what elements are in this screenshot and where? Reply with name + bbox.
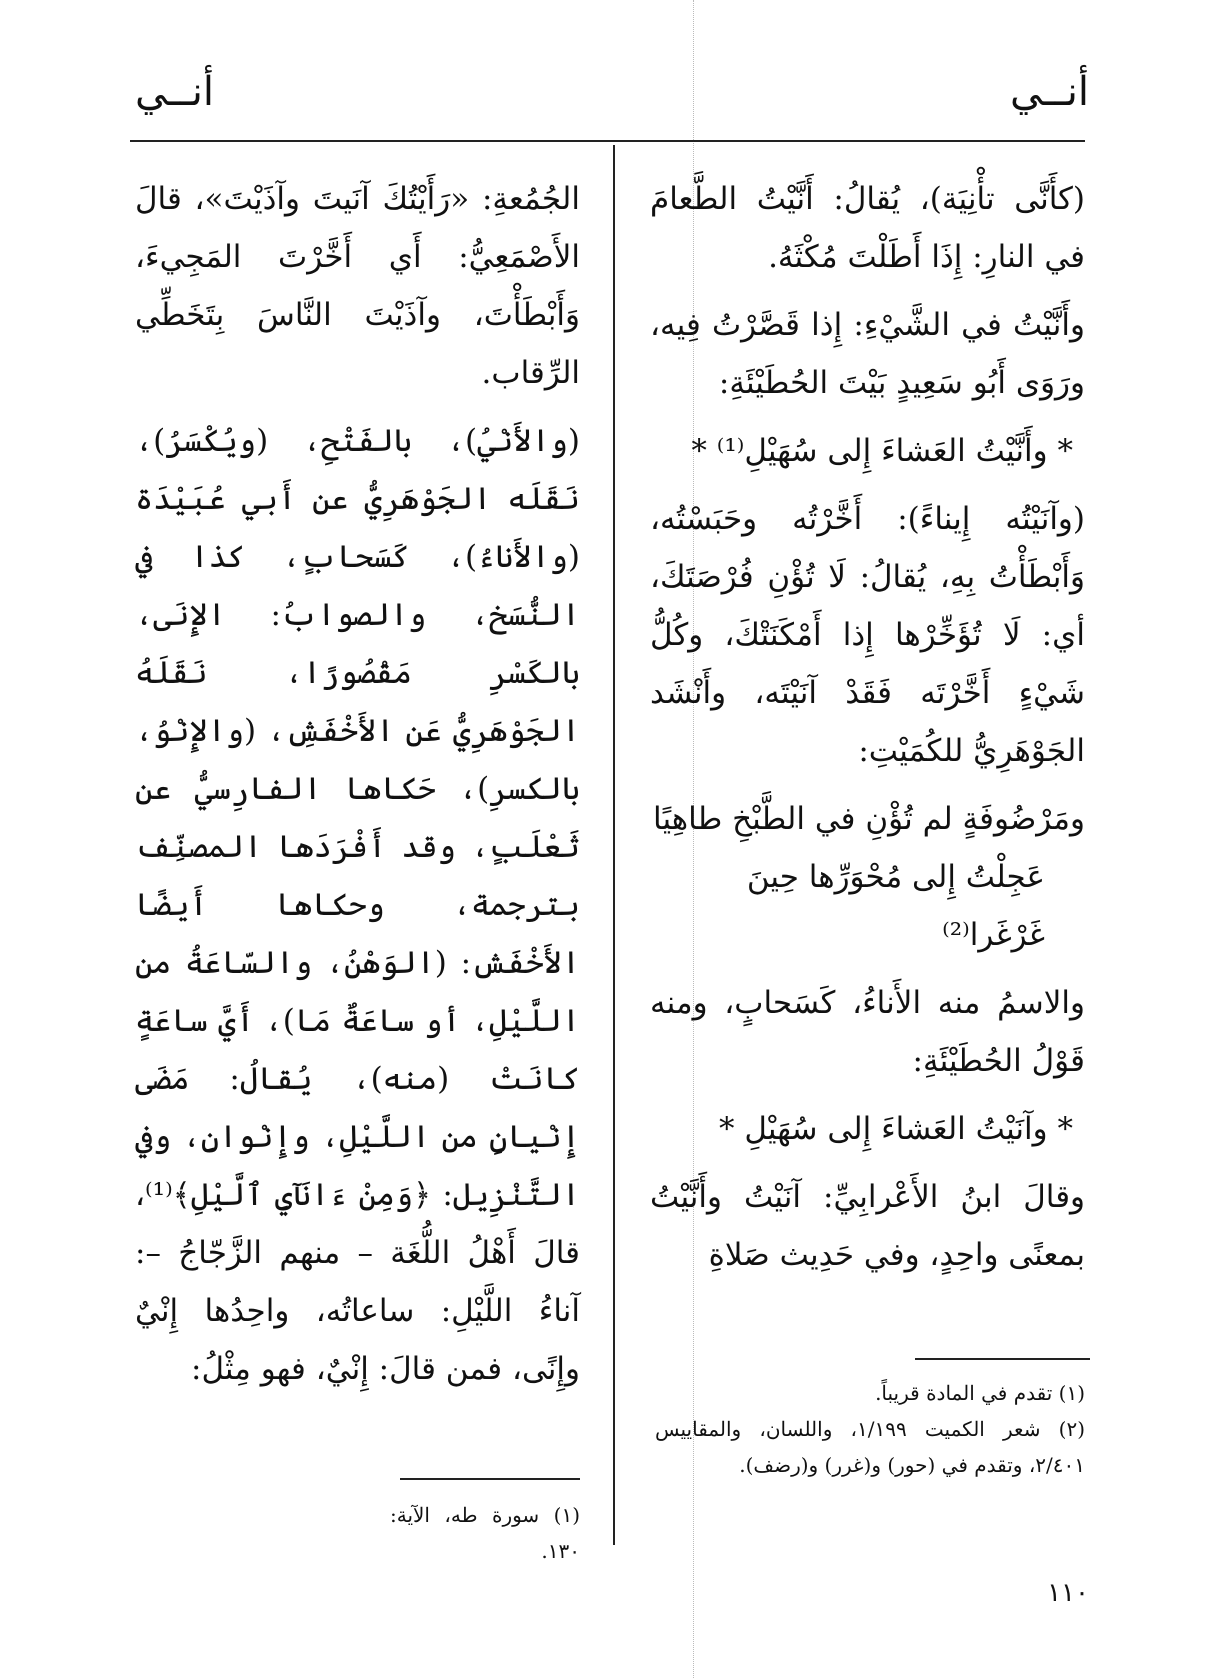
paragraph: وأَنَّيْتُ في الشَّيْءِ: إِذا قَصَّرْتُ فِيه، ورَوَى أَبُو سَعِيدٍ بَيْتَ الحُطَيْئَةِ:	[650, 307, 1085, 401]
footnote: (١) تقدم في المادة قريباً.	[875, 1381, 1085, 1405]
footnote-rule	[400, 1478, 580, 1480]
paragraph: والاسمُ منه الأَناءُ، كَسَحابٍ، ومنه قَوْلُ الحُطَيْئَةِ:	[650, 985, 1085, 1079]
paragraph: (وآنَيْتُه إِيناءً): أَخَّرْتُه وحَبَسْتُه، وَأَبْطَأْتُ بِهِ، يُقالُ: لَا تُؤْنِ فُرْصَتَكَ، أي: لَا تُؤَخِّرْها إِذا أَمْكَنَتْكَ، وكُلُّ شَيْءٍ أَخَّرْتَه فَقَدْ آنَيْتَه، وأَنْشَد الجَوْهَرِيُّ للكُمَيْتِ:	[650, 501, 1085, 769]
footnote-rule	[915, 1358, 1090, 1360]
left-column	[135, 170, 580, 1408]
footnote: (١) سورة طه، الآية: ١٣٠.	[390, 1503, 580, 1563]
paragraph: (كأَنَّى تأْنِيَة)، يُقالُ: أَنَّيْتُ الطَّعامَ في النارِ: إِذَا أَطَلْتَ مُكْثَهُ.	[650, 181, 1085, 275]
header-rule	[130, 140, 1085, 142]
verse: * وأَنَّيْتُ العَشاءَ إِلى سُهَيْلِ⁽¹⁾ *	[691, 433, 1073, 469]
poem-line: عَجِلْتُ إِلى مُحْوَرِّها حِينَ غَرْغَرا⁽²⁾	[746, 859, 1045, 953]
paragraph: وقالَ ابنُ الأَعْرابِيِّ: آنَيْتُ وأَنَّيْتُ بمعنًى واحِدٍ، وفي حَدِيث صَلاةِ	[650, 1179, 1085, 1273]
running-head-left: أنــي	[135, 69, 215, 115]
column-divider	[613, 145, 615, 1545]
running-head-right: أنــي	[1009, 69, 1089, 115]
paragraph: الجُمُعةِ: «رَأَيْتُكَ آنَيتَ وآذَيْتَ»، قالَ الأَصْمَعِيُّ: أَي أَخَّرْتَ المَجِيءَ، وَأَبْطَأْتَ، وآذَيْتَ النَّاسَ بِتَخَطِّي الرِّقاب.	[135, 181, 580, 391]
footnotes-left	[390, 1497, 580, 1569]
footnotes-right	[655, 1375, 1085, 1483]
page-number: ١١٠	[1047, 1578, 1089, 1608]
verse: * وآنَيْتُ العَشاءَ إِلى سُهَيْلِ *	[719, 1111, 1073, 1147]
poem-line: ومَرْضُوفَةٍ لم تُؤْنِ في الطَّبْخِ طاهِيًا	[653, 801, 1085, 837]
paragraph: (والأَنْيُ)، بالفَتْحِ، (ويُكْسَرُ)، نَقَلَه الجَوْهَرِيُّ عن أَبي عُبَيْدَة (والأَناءُ)، كَسَحابٍ، كذا في النُّسَخ، والصوابُ: الإِنَى، بالكَسْرِ مَقْصُورًا، نَقَلَهُ الجَوْهَرِيُّ عَن الأَخْفَشِ، (والإِنْوُ، بالكسرِ)، حَكاها الفارِسيُّ عن ثَعْلَبٍ، وقد أَفْرَدَها المصنِّف بترجمة، وحكاها أَيضًا الأَخْفَش: (الوَهْنُ، والسّاعَةُ من اللَّيْلِ، أو ساعَةٌ مَا)، أَيَّ ساعَةٍ كانَتْ (منه)، يُقالُ: مَضَى إِنْيانٍ من اللَّيْلِ، وإِنْوانِ، وفي التَّنْزِيل: ﴿وَمِنْ ءَانَآيِ ٱلَّيْلِ﴾⁽¹⁾، قالَ أَهْلُ اللُّغَة – منهم الزَّجّاجُ –: آناءُ اللَّيْلِ: ساعاتُه، واحِدُها إِنْيٌ وإِنًى، فمن قالَ: إِنْيٌ، فهو مِثْلُ:	[135, 423, 580, 1387]
footnote: (٢) شعر الكميت ١/١٩٩، واللسان، والمقاييس ٢/٤٠١، وتقدم في (حور) و(غرر) و(رضف).	[655, 1417, 1086, 1477]
right-column	[650, 170, 1085, 1294]
